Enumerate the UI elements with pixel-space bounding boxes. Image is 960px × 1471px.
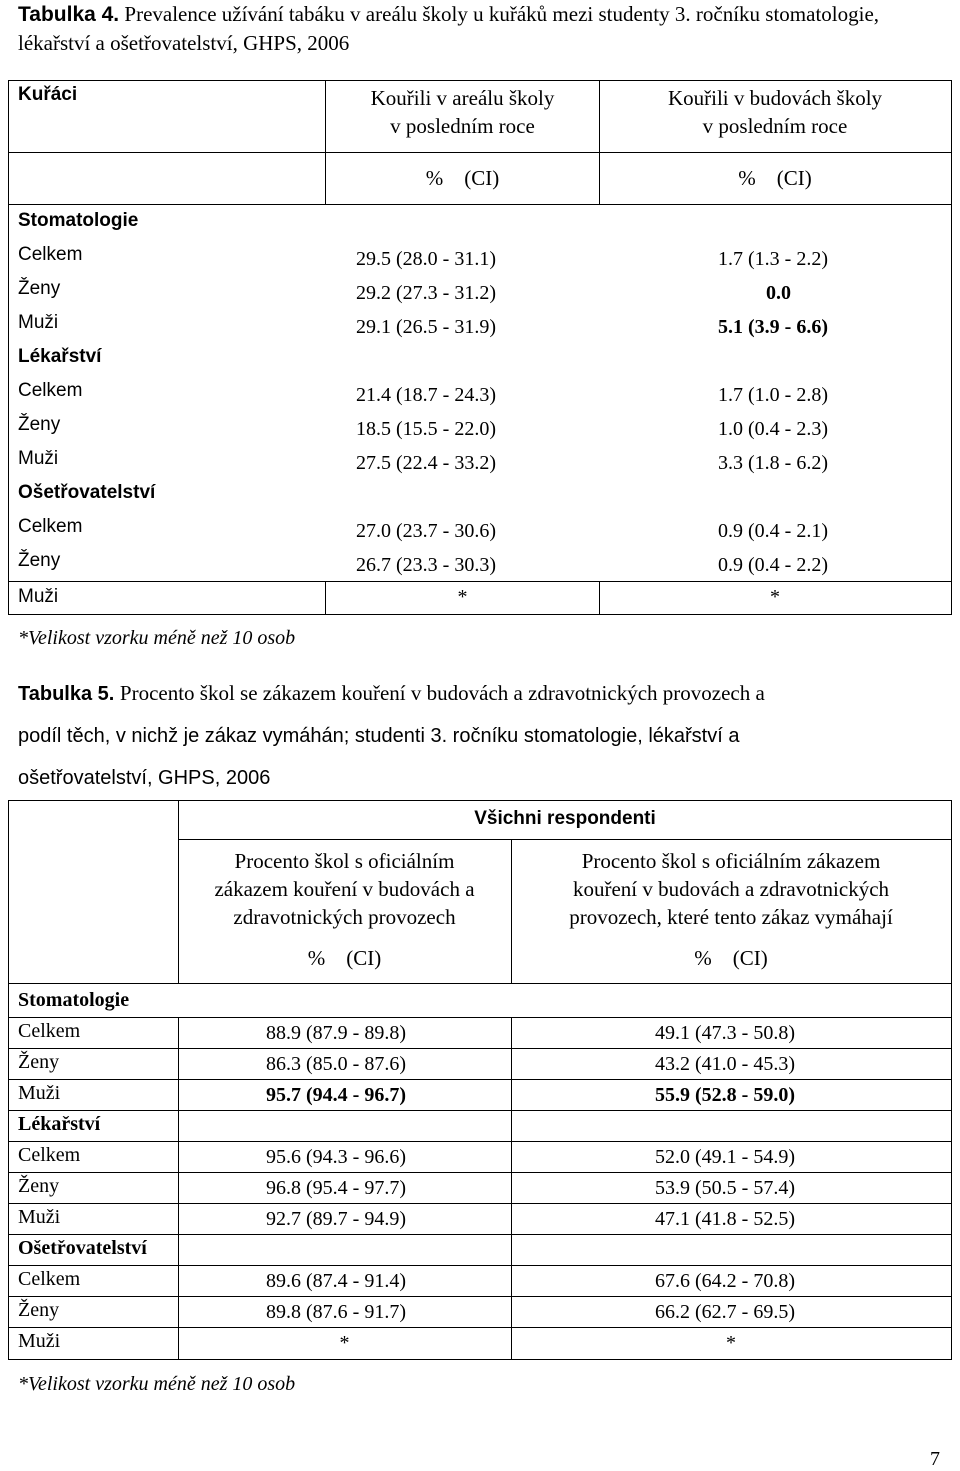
table5-cell: 52.0 (49.1 - 54.9)	[655, 1146, 795, 1168]
table4-row-label: Celkem	[18, 516, 83, 537]
table5-cell: 86.3 (85.0 - 87.6)	[266, 1053, 406, 1075]
table5-cell: *	[339, 1332, 350, 1354]
table5-top-header: Všichni respondenti	[474, 808, 656, 829]
table5-col1-header-line2: zákazem kouření v budovách a	[214, 877, 475, 901]
table5-cell: 92.7 (89.7 - 94.9)	[266, 1208, 406, 1230]
table5-row-label: Ženy	[18, 1299, 60, 1321]
table4-cell: 1.7 (1.0 - 2.8)	[718, 384, 828, 406]
table4-row-label: Ženy	[18, 278, 61, 299]
table4-cell: 1.0 (0.4 - 2.3)	[718, 418, 828, 440]
table5-col2-header-line1: Procento škol s oficiálním zákazem	[581, 849, 881, 873]
table4-row-label: Muži	[18, 448, 59, 469]
table4-cell: 27.5 (22.4 - 33.2)	[356, 452, 496, 474]
table5-row-label: Celkem	[18, 1268, 81, 1290]
table4-col1-header-line2: v posledním roce	[390, 114, 535, 138]
table5-title-line1: Procento škol se zákazem kouření v budovách a zdravotnických provozech a	[119, 681, 765, 705]
table4-col2-header-line2: v posledním roce	[702, 114, 848, 138]
table5-cell: 43.2 (41.0 - 45.3)	[655, 1053, 795, 1075]
table5-title-line2: podíl těch, v nichž je zákaz vymáhán; studenti 3. ročníku stomatologie, lékařství a	[18, 725, 740, 747]
table5-col2-header-line2: kouření v budovách a zdravotnických	[572, 877, 890, 901]
table4-group-stomatologie: Stomatologie	[18, 210, 139, 231]
table4-group-osetrovatelstvi: Ošetřovatelství	[18, 482, 156, 503]
table5-row-label: Ženy	[18, 1051, 60, 1073]
table5-title-line3: ošetřovatelství, GHPS, 2006	[18, 767, 271, 789]
table4-title-text: Prevalence užívání tabáku v areálu školy u kuřáků mezi studenty 3. ročníku stomatologie, lékařství a ošetřovatelství, GHPS, 2006	[18, 2, 880, 55]
table5-cell: 47.1 (41.8 - 52.5)	[655, 1208, 795, 1230]
table4-cell: *	[457, 586, 468, 608]
table5-title-label: Tabulka 5.	[18, 683, 115, 705]
table4-cell: 0.0	[766, 282, 791, 304]
table5-cell: 55.9 (52.8 - 59.0)	[655, 1084, 795, 1106]
table4-cell: 29.1 (26.5 - 31.9)	[356, 316, 496, 338]
table5-cell: 96.8 (95.4 - 97.7)	[266, 1177, 406, 1199]
table5-cell: 89.8 (87.6 - 91.7)	[266, 1301, 406, 1323]
table4-title-label: Tabulka 4.	[18, 3, 120, 26]
table4-cell: *	[770, 586, 780, 608]
table4-row-label: Celkem	[18, 244, 83, 265]
table4-row-label: Ženy	[18, 550, 61, 571]
table4-col2-header-line1: Kouřili v budovách školy	[667, 86, 883, 110]
table5-header-col1	[178, 847, 511, 931]
table5-cell: *	[726, 1332, 736, 1354]
table4-col1-header-line1: Kouřili v areálu školy	[370, 86, 555, 110]
table5-group-osetrovatelstvi: Ošetřovatelství	[18, 1237, 147, 1259]
table4-cell: 5.1 (3.9 - 6.6)	[718, 316, 828, 338]
table5-cell: 53.9 (50.5 - 57.4)	[655, 1177, 795, 1199]
table4-col2-unit: % (CI)	[738, 166, 812, 190]
table4-col1-unit: % (CI)	[425, 166, 500, 190]
table4-cell: 0.9 (0.4 - 2.2)	[718, 554, 828, 576]
table4-cell: 1.7 (1.3 - 2.2)	[718, 248, 828, 270]
table4-cell: 27.0 (23.7 - 30.6)	[356, 520, 496, 542]
table5-row-label: Celkem	[18, 1020, 81, 1042]
table4-row-label: Ženy	[18, 414, 61, 435]
table5-row-label: Ženy	[18, 1175, 60, 1197]
table5-col1-unit: % (CI)	[307, 946, 382, 970]
table5-row-label: Celkem	[18, 1144, 81, 1166]
table5-cell: 66.2 (62.7 - 69.5)	[655, 1301, 795, 1323]
table4-cell: 26.7 (23.3 - 30.3)	[356, 554, 496, 576]
table5-note: *Velikost vzorku méně než 10 osob	[18, 1373, 296, 1395]
table4-cell: 3.3 (1.8 - 6.2)	[718, 452, 828, 474]
table4-row-label: Celkem	[18, 380, 83, 401]
table4-row-label: Muži	[18, 586, 59, 607]
table4-cell: 29.5 (28.0 - 31.1)	[356, 248, 496, 270]
table4-cell: 21.4 (18.7 - 24.3)	[356, 384, 496, 406]
table4-cell: 0.9 (0.4 - 2.1)	[718, 520, 828, 542]
table5-header-col2	[511, 847, 951, 931]
table5-row-label: Muži	[18, 1206, 61, 1228]
page-number: 7	[930, 1448, 940, 1470]
table5-row-label: Muži	[18, 1082, 61, 1104]
table4-header-smokers: Kuřáci	[18, 84, 78, 105]
table5-col1-header-line1: Procento škol s oficiálním	[234, 849, 455, 873]
table5-col2-header-line3: provozech, které tento zákaz vymáhají	[569, 905, 893, 929]
table5-cell: 95.6 (94.3 - 96.6)	[266, 1146, 406, 1168]
table4-group-lekarstvi: Lékařství	[18, 346, 102, 367]
table5-cell: 49.1 (47.3 - 50.8)	[655, 1022, 795, 1044]
table5-cell: 89.6 (87.4 - 91.4)	[266, 1270, 406, 1292]
table5-row-label: Muži	[18, 1330, 61, 1352]
table5-title	[18, 672, 948, 799]
table4-row-label: Muži	[18, 312, 59, 333]
table4-cell: 29.2 (27.3 - 31.2)	[356, 282, 496, 304]
table5-group-stomatologie: Stomatologie	[18, 989, 130, 1011]
table5-cell: 67.6 (64.2 - 70.8)	[655, 1270, 795, 1292]
table5-cell: 95.7 (94.4 - 96.7)	[266, 1084, 406, 1106]
table4-header-col1	[325, 84, 600, 140]
table5-cell: 88.9 (87.9 - 89.8)	[266, 1022, 406, 1044]
table4-header-col2	[599, 84, 951, 140]
table5-col1-header-line3: zdravotnických provozech	[233, 905, 456, 929]
table4-title	[18, 0, 948, 58]
table5-group-lekarstvi: Lékařství	[18, 1113, 101, 1135]
table4-cell: 18.5 (15.5 - 22.0)	[356, 418, 496, 440]
table4-note: *Velikost vzorku méně než 10 osob	[18, 627, 296, 649]
table5-col2-unit: % (CI)	[694, 946, 768, 970]
